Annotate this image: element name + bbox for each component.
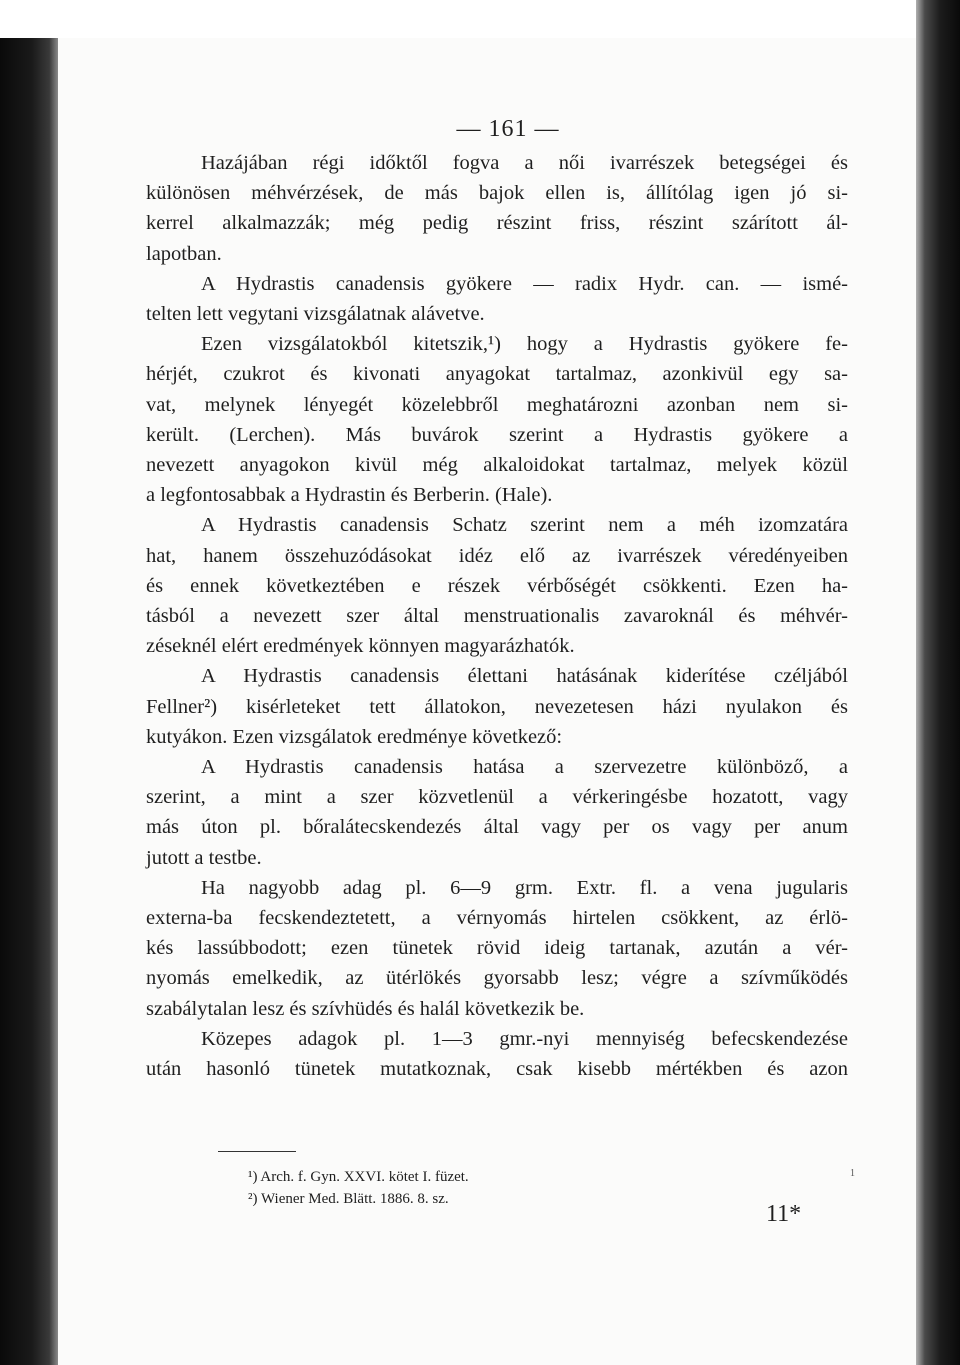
text-line: tásból a nevezett szer által menstruationalis zavaroknál és méhvér- [146,605,848,628]
text-line: hérjét, czukrot és kivonati anyagokat tartalmaz, azonkivül egy sa- [146,363,848,386]
text-line: lapotban. [146,242,222,265]
text-line: kerrel alkalmazzák; még pedig részint friss, részint szárított ál- [146,212,848,235]
text-line: került. (Lerchen). Más buvárok szerint a Hydrastis gyökere a [146,423,848,446]
text-line: hat, hanem összehuzódásokat idéz elő az ivarrészek véredényeiben [146,544,848,567]
text-line: nevezett anyagokon kivül még alkaloidokat tartalmaz, melyek közül [146,454,848,477]
text-line: Ezen vizsgálatokból kitetszik,¹) hogy a Hydrastis gyökere fe- [201,333,848,356]
text-line: A Hydrastis canadensis élettani hatásának kiderítése czéljából [201,665,848,688]
text-line: externa-ba fecskendeztetett, a vérnyomás hirtelen csökkent, az érlö- [146,907,848,930]
scan-top-margin [0,0,960,38]
text-line: telten lett vegytani vizsgálatnak alávetve. [146,303,485,326]
text-line: vat, melynek lényegét közelebbről meghatározni azonban nem si- [146,393,848,416]
text-line: más úton pl. bőralátecskendezés által vagy per os vagy per anum [146,816,848,839]
text-line: Ha nagyobb adag pl. 6—9 grm. Extr. fl. a vena jugularis [201,876,848,899]
text-line: különösen méhvérzések, de más bajok ellen is, állítólag igen jó si- [146,182,848,205]
text-line: A Hydrastis canadensis hatása a szervezetre különböző, a [201,756,848,779]
text-line: Fellner²) kisérleteket tett állatokon, nevezetesen házi nyulakon és [146,695,848,718]
footnotes [248,1166,648,1210]
text-line: zéseknél elért eredmények könnyen magyarázhatók. [146,635,575,658]
text-line: szabálytalan lesz és szívhüdés és halál következik be. [146,997,585,1020]
text-line: A Hydrastis canadensis Schatz szerint nem a méh izomzatára [201,514,848,537]
body-text [146,148,848,1084]
text-line: után hasonló tünetek mutatkoznak, csak kisebb mértékben és azon [146,1058,848,1081]
text-line: A Hydrastis canadensis gyökere — radix Hydr. can. — ismé- [201,272,848,295]
text-line: és ennek következtében e részek vérbőségét csökkenti. Ezen ha- [146,574,848,597]
text-line: Hazájában régi időktől fogva a női ivarrészek betegségei és [201,152,848,174]
text-line: a legfontosabbak a Hydrastin és Berberin. (Hale). [146,484,553,507]
page-number: — 161 — [456,116,560,142]
text-line: kutyákon. Ezen vizsgálatok eredménye következő: [146,725,563,748]
text-line: szerint, a mint a szer közvetlenül a vérkeringésbe hozatott, vagy [146,786,848,809]
footnote-divider [218,1151,296,1152]
book-page [58,38,916,1365]
text-line: nyomás emelkedik, az ütérlökés gyorsabb lesz; végre a szívműködés [146,967,848,990]
text-line: Közepes adagok pl. 1—3 gmr.-nyi mennyiség befecskendezése [201,1027,848,1050]
text-line: kés lassúbbodott; ezen tünetek rövid ideig tartanak, azután a vér- [146,937,848,960]
scan-left-edge [0,38,58,1365]
footnote: ¹) Arch. f. Gyn. XXVI. kötet I. füzet. [248,1169,469,1185]
footnote: ²) Wiener Med. Blätt. 1886. 8. sz. [248,1191,449,1207]
scan-right-edge [916,0,960,1365]
signature-mark: 11* [766,1201,802,1227]
text-line: jutott a testbe. [146,846,262,869]
margin-mark: 1 [850,1168,855,1179]
